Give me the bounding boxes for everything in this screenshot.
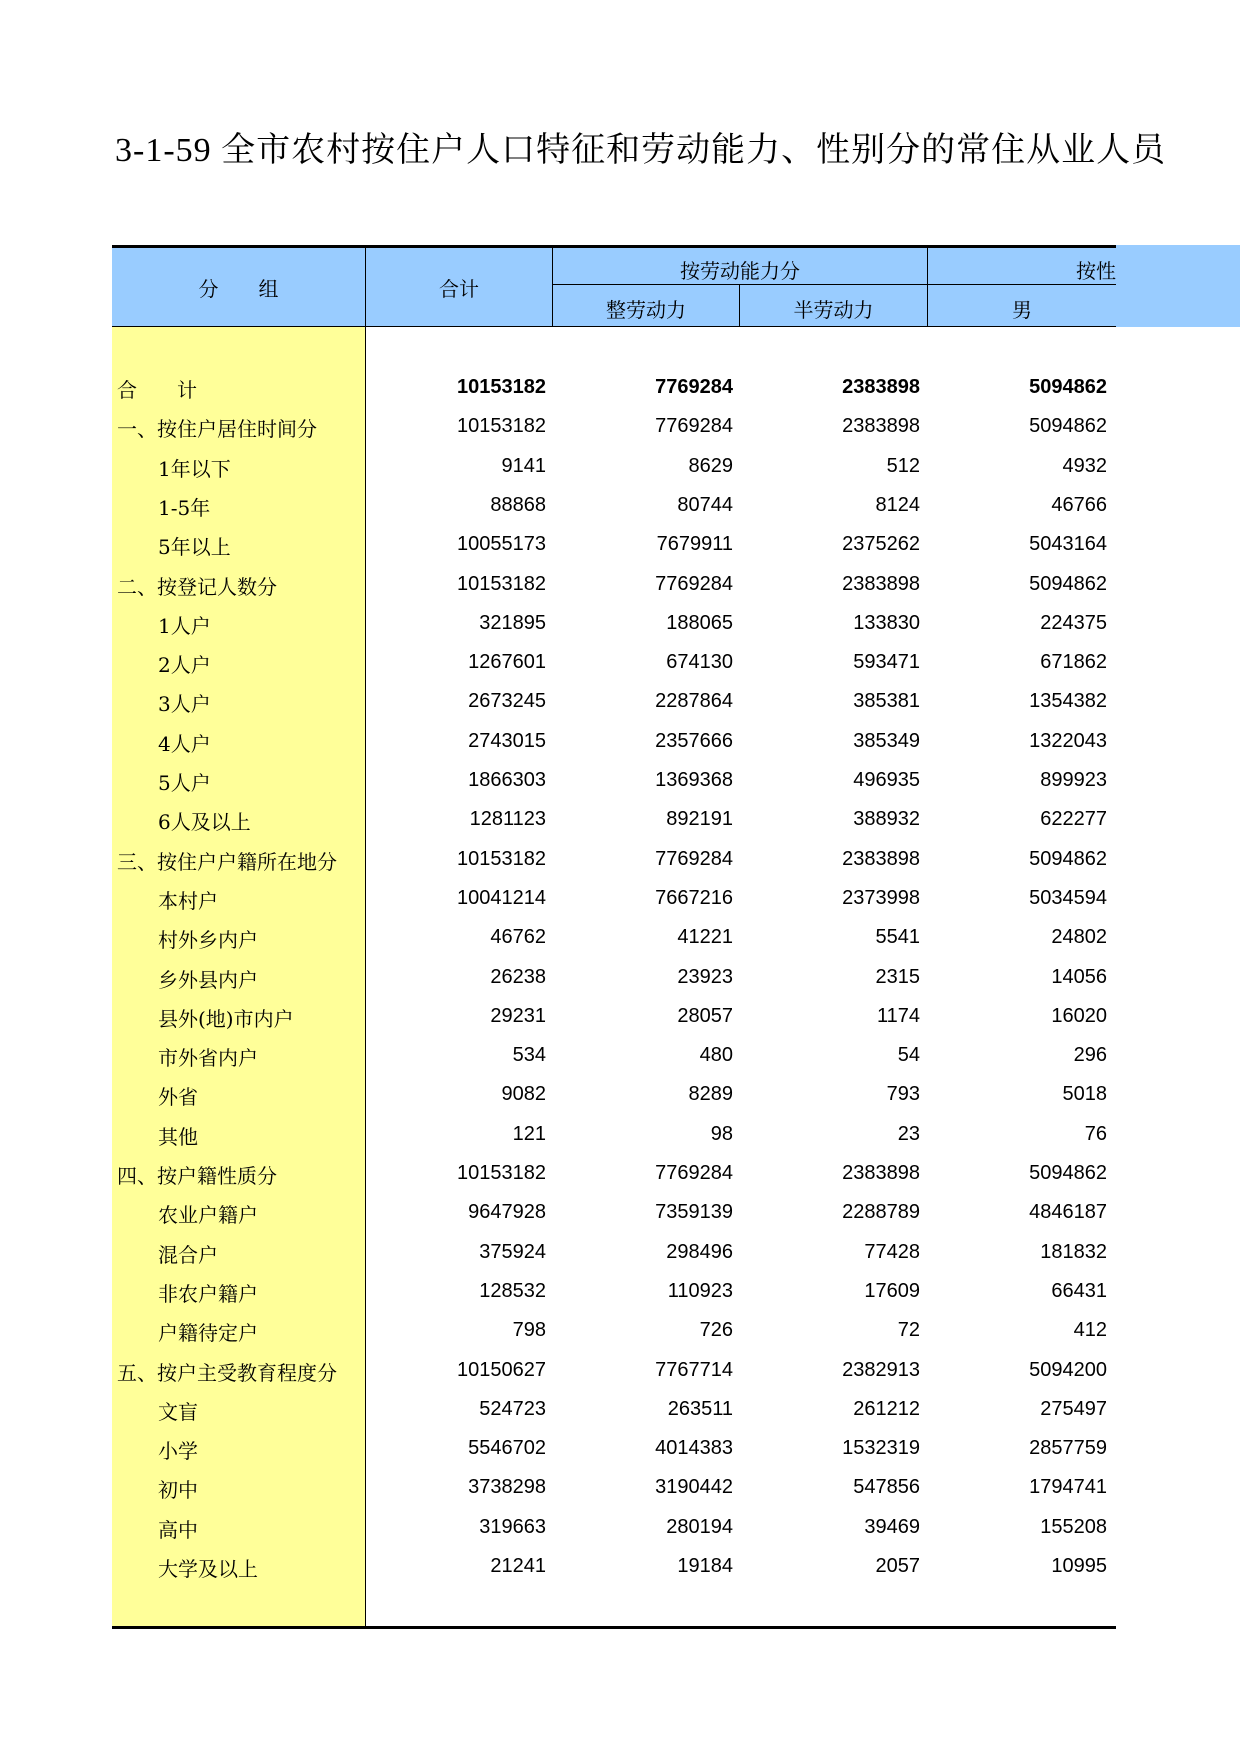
male-value: 671862 [1040,651,1107,674]
full-labor-value: 7667216 [655,886,733,909]
row-label: 农业户籍户 [158,1203,258,1228]
male-value: 76 [1084,1122,1107,1145]
total-value: 10055173 [457,533,546,556]
full-labor-value: 298496 [666,1240,733,1263]
table-row [112,1272,1116,1311]
half-labor-value: 23 [897,1122,920,1145]
total-value: 9647928 [468,1201,546,1224]
male-value: 5094862 [1029,415,1107,438]
half-labor-value: 77428 [864,1240,920,1263]
row-label: 非农户籍户 [158,1281,258,1306]
half-labor-value: 2383898 [842,415,920,438]
row-label: 初中 [158,1478,198,1503]
total-value: 10153182 [457,572,546,595]
full-labor-value: 2357666 [655,729,733,752]
full-labor-value: 7767714 [655,1358,733,1381]
total-value: 10153182 [457,415,546,438]
total-value: 9082 [501,1083,546,1106]
table-row [112,682,1116,721]
table-row [112,1193,1116,1232]
full-labor-value: 80744 [677,493,733,516]
table-row [112,1351,1116,1390]
full-labor-value: 4014383 [655,1437,733,1460]
full-labor-value: 7359139 [655,1201,733,1224]
full-labor-value: 2287864 [655,690,733,713]
male-value: 5034594 [1029,886,1107,909]
half-labor-value: 385349 [853,729,920,752]
table-row [112,643,1116,682]
male-value: 181832 [1040,1240,1107,1263]
full-labor-value: 8289 [688,1083,733,1106]
full-labor-value: 7769284 [655,415,733,438]
total-value: 10150627 [457,1358,546,1381]
male-value: 899923 [1040,769,1107,791]
table-row [112,1311,1116,1350]
table-row [112,997,1116,1036]
table-row [112,1154,1116,1193]
table-row [112,1429,1116,1468]
half-labor-value: 72 [897,1319,920,1342]
half-labor-value: 5541 [875,926,920,949]
row-label: 6人及以上 [158,810,251,835]
row-label: 大学及以上 [158,1557,258,1581]
half-labor-value: 2315 [875,965,920,988]
half-labor-value: 2375262 [842,533,920,556]
table-row [112,1075,1116,1114]
row-label: 村外乡内户 [158,928,258,953]
row-label: 三、按住户户籍所在地分 [117,849,337,874]
total-value: 10041214 [457,886,546,909]
total-value: 26238 [490,965,546,988]
row-label: 本村户 [158,888,218,913]
header-half-labor: 半劳动力 [793,298,874,322]
half-labor-value: 496935 [853,769,920,791]
total-value: 5546702 [468,1437,546,1460]
total-value: 534 [512,1044,546,1067]
total-value: 319663 [479,1515,546,1538]
full-labor-value: 7679911 [656,533,733,556]
full-labor-value: 674130 [666,651,733,674]
total-value: 10153182 [457,1162,546,1184]
table-row [112,1468,1116,1507]
full-labor-value: 28057 [677,1004,733,1027]
table-row [112,1390,1116,1429]
page-title: 3-1-59 全市农村按住户人口特征和劳动能力、性别分的常住从业人员 [115,132,1167,169]
half-labor-value: 385381 [853,690,920,713]
row-label: 1-5年 [158,495,211,520]
male-value: 4846187 [1029,1201,1107,1224]
male-value: 5094200 [1029,1358,1107,1381]
male-value: 4932 [1062,454,1107,477]
row-label: 外省 [158,1085,198,1110]
male-value: 14056 [1051,965,1107,988]
total-value: 375924 [479,1240,546,1263]
row-label: 市外省内户 [158,1046,258,1071]
row-label: 一、按住户居住时间分 [117,417,317,442]
full-labor-value: 19184 [677,1555,733,1577]
half-labor-value: 8124 [875,493,920,516]
header-group: 分 组 [198,277,279,301]
half-labor-value: 2383898 [842,572,920,595]
table-row [112,1115,1116,1154]
full-labor-value: 7769284 [655,376,733,398]
full-labor-value: 8629 [688,454,733,477]
full-labor-value: 726 [699,1319,733,1342]
total-value: 9141 [501,454,546,477]
half-labor-value: 1532319 [842,1437,920,1460]
top-rule [112,245,1116,248]
bottom-rule [112,1626,1116,1629]
total-value: 2743015 [468,729,546,752]
row-label: 小学 [158,1439,198,1464]
male-value: 24802 [1051,926,1107,949]
half-labor-value: 793 [886,1083,920,1106]
table-row [112,407,1116,446]
half-labor-value: 2057 [875,1555,920,1577]
header-sex-group: 按性 [1076,259,1116,283]
full-labor-value: 7769284 [655,847,733,870]
table-row [112,565,1116,604]
male-value: 275497 [1040,1397,1107,1420]
total-value: 121 [512,1122,546,1145]
row-label: 3人户 [158,692,211,717]
total-value: 3738298 [468,1476,546,1499]
total-value: 2673245 [468,690,546,713]
half-labor-value: 2383898 [842,376,920,398]
header-full-labor: 整劳动力 [606,298,686,322]
row-label: 文盲 [158,1399,198,1424]
row-label: 5人户 [158,771,211,795]
half-labor-value: 261212 [853,1397,920,1420]
male-value: 5094862 [1029,1162,1107,1184]
full-labor-value: 3190442 [655,1476,733,1499]
full-labor-value: 110923 [667,1279,733,1302]
header-band-overflow [1116,248,1240,327]
total-value: 798 [512,1319,546,1342]
male-value: 1354382 [1029,690,1107,713]
table-row [112,1547,1116,1586]
half-labor-value: 2383898 [842,1162,920,1184]
row-label: 五、按户主受教育程度分 [117,1360,337,1385]
row-label: 户籍待定户 [158,1321,258,1346]
table-row [112,486,1116,525]
table-row [112,879,1116,918]
full-labor-value: 41221 [677,926,733,949]
male-value: 5043164 [1029,533,1107,556]
table-row [112,525,1116,564]
full-labor-value: 188065 [666,611,733,634]
row-label: 2人户 [158,653,211,678]
table-row [112,1233,1116,1272]
row-label: 合 计 [117,378,197,402]
total-value: 88868 [490,493,546,516]
full-labor-value: 480 [699,1044,733,1067]
table-row [112,368,1116,407]
full-labor-value: 263511 [667,1397,733,1420]
half-labor-value: 388932 [853,808,920,831]
row-label: 乡外县内户 [158,967,258,992]
male-value: 1794741 [1029,1476,1107,1499]
header-bottom-rule [112,326,1116,327]
row-label: 5年以上 [158,535,231,560]
male-value: 5094862 [1029,572,1107,595]
row-label: 县外(地)市内户 [158,1006,294,1031]
total-value: 46762 [490,926,546,949]
male-value: 2857759 [1029,1437,1107,1460]
male-value: 1322043 [1029,729,1107,752]
header-subrule [552,284,1116,285]
table-row [112,958,1116,997]
half-labor-value: 547856 [853,1476,920,1499]
total-value: 10153182 [457,376,546,398]
male-value: 412 [1073,1319,1107,1342]
row-label: 其他 [158,1124,198,1149]
row-label: 高中 [158,1517,198,1542]
male-value: 16020 [1051,1004,1107,1027]
male-value: 46766 [1051,493,1107,516]
full-labor-value: 23923 [677,965,733,988]
male-value: 155208 [1040,1515,1107,1538]
row-label: 1人户 [158,613,211,638]
header-male: 男 [1012,298,1032,322]
half-labor-value: 512 [886,454,920,477]
half-labor-value: 2373998 [842,886,920,909]
half-labor-value: 39469 [864,1515,920,1538]
half-labor-value: 17609 [864,1279,920,1302]
half-labor-value: 2382913 [842,1358,920,1381]
header-total: 合计 [439,277,479,301]
half-labor-value: 2288789 [842,1201,920,1224]
total-value: 29231 [490,1004,546,1027]
male-value: 224375 [1040,611,1107,634]
male-value: 622277 [1040,808,1107,831]
total-value: 10153182 [457,847,546,870]
table-row [112,800,1116,839]
total-value: 1281123 [469,808,546,831]
table-row [112,918,1116,957]
full-labor-value: 7769284 [655,572,733,595]
header-labor-group: 按劳动能力分 [680,259,800,283]
row-label: 混合户 [158,1242,218,1267]
table-row [112,840,1116,879]
full-labor-value: 280194 [666,1515,733,1538]
table-row [112,604,1116,643]
statistics-table [112,245,1240,1630]
half-labor-value: 593471 [853,651,920,674]
table-row [112,447,1116,486]
table-row [112,1508,1116,1547]
male-value: 296 [1073,1044,1107,1067]
full-labor-value: 1369368 [655,769,733,791]
male-value: 5094862 [1029,847,1107,870]
half-labor-value: 1174 [876,1004,920,1027]
total-value: 524723 [479,1397,546,1420]
half-labor-value: 133830 [853,611,920,634]
row-label: 四、按户籍性质分 [117,1164,277,1188]
total-value: 1866303 [468,769,546,791]
table-row [112,1036,1116,1075]
row-label: 4人户 [158,731,211,756]
male-value: 10995 [1051,1555,1107,1577]
table-row [112,722,1116,761]
table-row [112,761,1116,800]
full-labor-value: 98 [710,1122,733,1145]
total-value: 128532 [479,1279,546,1302]
half-labor-value: 54 [897,1044,920,1067]
row-label: 1年以下 [158,456,231,481]
full-labor-value: 892191 [666,808,733,831]
male-value: 5018 [1062,1083,1107,1106]
row-label: 二、按登记人数分 [117,574,277,599]
total-value: 21241 [490,1555,546,1577]
full-labor-value: 7769284 [655,1162,733,1184]
male-value: 5094862 [1029,376,1107,398]
total-value: 321895 [479,611,546,634]
total-value: 1267601 [468,651,546,674]
half-labor-value: 2383898 [842,847,920,870]
male-value: 66431 [1051,1279,1107,1302]
